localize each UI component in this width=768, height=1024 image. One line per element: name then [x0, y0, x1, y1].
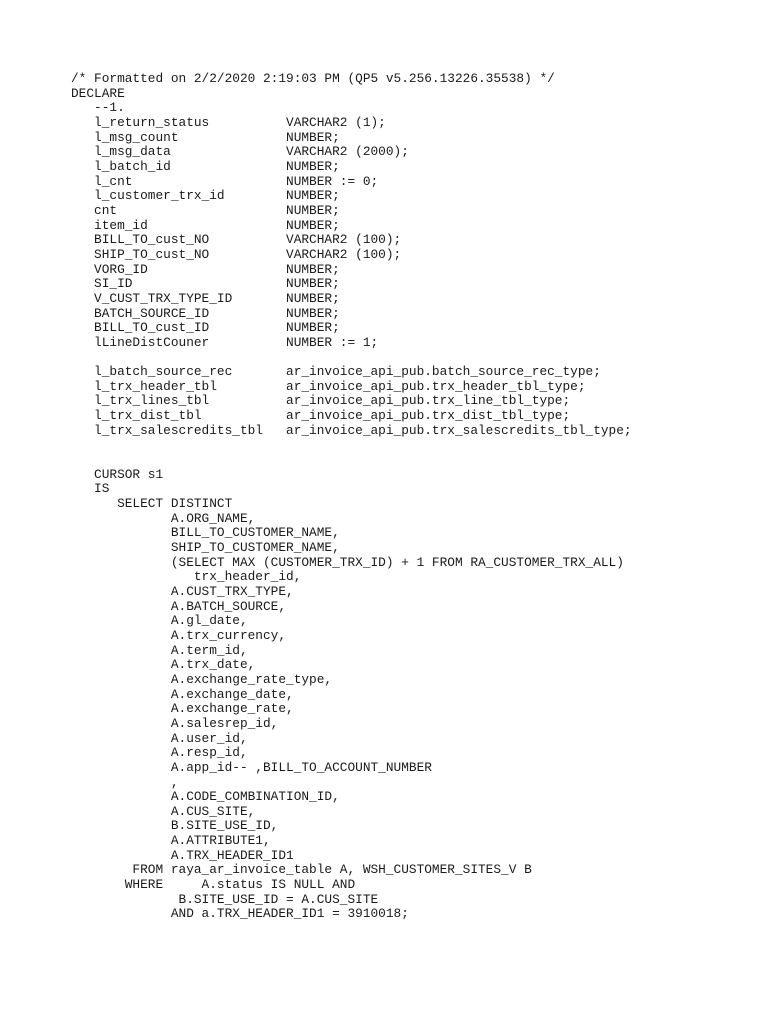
code-line: B.SITE_USE_ID, — [71, 818, 279, 834]
code-line: , — [71, 774, 179, 790]
code-line: l_cnt NUMBER := 0; — [71, 173, 379, 189]
code-line: A.trx_date, — [71, 657, 256, 673]
code-line: B.SITE_USE_ID = A.CUS_SITE — [71, 891, 379, 907]
code-line: l_trx_lines_tbl ar_invoice_api_pub.trx_line_tbl_type; — [71, 393, 571, 409]
code-line: A.ORG_NAME, — [71, 510, 256, 526]
code-line — [71, 453, 632, 468]
code-line: l_trx_salescredits_tbl ar_invoice_api_pub.trx_salescredits_tbl_type; — [71, 422, 632, 438]
code-line: A.user_id, — [71, 730, 248, 746]
code-line: l_customer_trx_id NUMBER; — [71, 188, 340, 204]
code-line: WHERE A.status IS NULL AND — [71, 877, 356, 893]
code-line: l_msg_data VARCHAR2 (2000); — [71, 144, 409, 160]
code-line: SI_ID NUMBER; — [71, 276, 340, 292]
code-line: SELECT DISTINCT — [71, 496, 233, 512]
code-line: A.salesrep_id, — [71, 715, 279, 731]
code-line — [71, 350, 632, 365]
code-line: --1. — [71, 100, 125, 116]
code-line: A.CODE_COMBINATION_ID, — [71, 789, 340, 805]
code-line: l_return_status VARCHAR2 (1); — [71, 114, 386, 130]
code-line: SHIP_TO_cust_NO VARCHAR2 (100); — [71, 246, 402, 262]
code-line: A.CUST_TRX_TYPE, — [71, 583, 294, 599]
code-listing — [71, 72, 632, 922]
code-line: l_trx_dist_tbl ar_invoice_api_pub.trx_dist_tbl_type; — [71, 408, 571, 424]
code-line: /* Formatted on 2/2/2020 2:19:03 PM (QP5 v5.256.13226.35538) */ — [71, 71, 555, 86]
code-line: A.exchange_rate_type, — [71, 671, 333, 687]
code-line: BATCH_SOURCE_ID NUMBER; — [71, 305, 340, 321]
code-line: A.term_id, — [71, 642, 248, 658]
code-line: A.exchange_date, — [71, 686, 294, 702]
code-line: V_CUST_TRX_TYPE_ID NUMBER; — [71, 290, 340, 306]
code-line: A.gl_date, — [71, 613, 248, 629]
code-line: cnt NUMBER; — [71, 202, 340, 218]
code-line: BILL_TO_cust_NO VARCHAR2 (100); — [71, 232, 402, 248]
code-line: A.app_id-- ,BILL_TO_ACCOUNT_NUMBER — [71, 759, 432, 775]
code-line: l_batch_id NUMBER; — [71, 158, 340, 174]
code-line: l_batch_source_rec ar_invoice_api_pub.batch_source_rec_type; — [71, 364, 601, 380]
code-line: BILL_TO_CUSTOMER_NAME, — [71, 525, 340, 541]
code-line: CURSOR s1 — [71, 466, 164, 482]
code-line: A.BATCH_SOURCE, — [71, 598, 287, 614]
code-line: SHIP_TO_CUSTOMER_NAME, — [71, 540, 340, 555]
code-line: A.exchange_rate, — [71, 701, 294, 717]
code-line: l_trx_header_tbl ar_invoice_api_pub.trx_header_tbl_type; — [71, 378, 586, 394]
code-line: A.trx_currency, — [71, 627, 287, 643]
code-line: lLineDistCouner NUMBER := 1; — [71, 334, 379, 350]
code-line: IS — [71, 481, 110, 497]
code-line: (SELECT MAX (CUSTOMER_TRX_ID) + 1 FROM RA_CUSTOMER_TRX_ALL) — [71, 554, 624, 570]
code-line: item_id NUMBER; — [71, 217, 340, 233]
code-line: BILL_TO_cust_ID NUMBER; — [71, 320, 340, 336]
code-line — [71, 438, 632, 453]
code-line: A.ATTRIBUTE1, — [71, 833, 271, 849]
code-line: A.TRX_HEADER_ID1 — [71, 847, 294, 863]
code-line: A.CUS_SITE, — [71, 803, 256, 819]
code-line: DECLARE — [71, 85, 125, 101]
code-line: A.resp_id, — [71, 745, 248, 761]
code-line: AND a.TRX_HEADER_ID1 = 3910018; — [71, 906, 409, 922]
code-line: trx_header_id, — [71, 569, 302, 585]
code-line: l_msg_count NUMBER; — [71, 129, 340, 145]
code-line: FROM raya_ar_invoice_table A, WSH_CUSTOMER_SITES_V B — [71, 862, 532, 878]
code-line: VORG_ID NUMBER; — [71, 261, 340, 277]
